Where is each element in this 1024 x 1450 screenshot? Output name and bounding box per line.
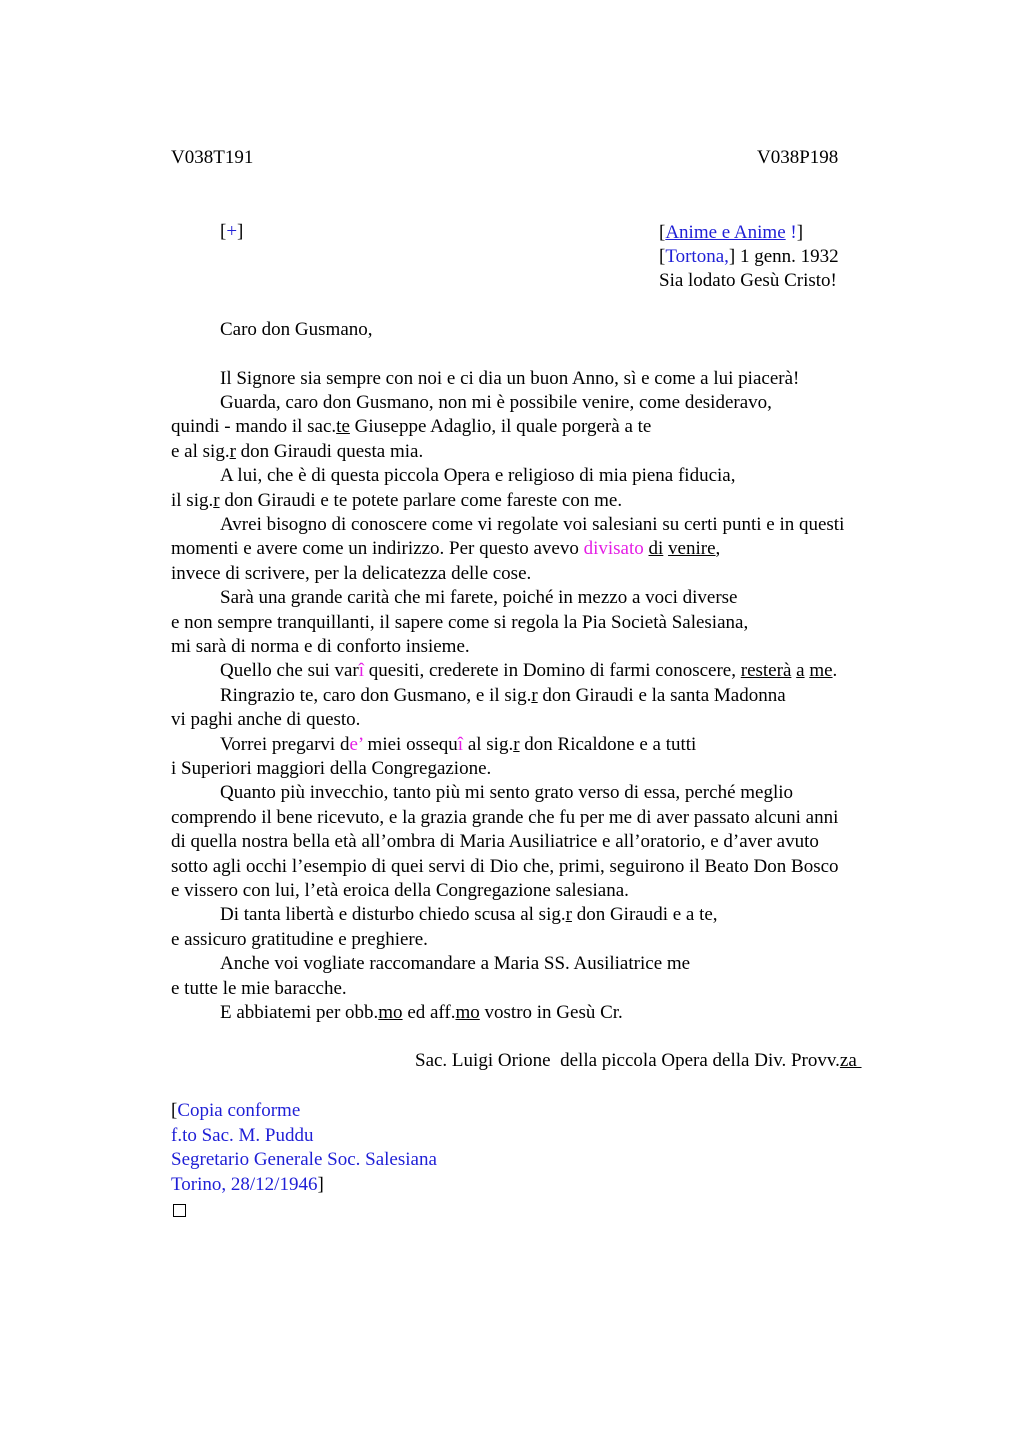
copy-note-line: Copia conforme	[177, 1100, 301, 1121]
body-line: Di tanta libertà e disturbo chiedo scusa al sig.r don Giraudi e a te,	[220, 904, 718, 925]
motto-link[interactable]: Anime e Anime	[665, 222, 786, 243]
body-line: i Superiori maggiori della Congregazione.	[171, 758, 492, 779]
letter-date: 1 genn. 1932	[735, 246, 839, 267]
body-line: e assicuro gratitudine e preghiere.	[171, 929, 428, 950]
signature: Sac. Luigi Orione della piccola Opera della Div. Provv.za	[415, 1050, 862, 1071]
copy-note-line: f.to Sac. M. Puddu	[171, 1124, 314, 1146]
salutation: Caro don Gusmano,	[220, 319, 373, 340]
cross-mark	[220, 221, 243, 243]
body-line: Avrei bisogno di conoscere come vi regolate voi salesiani su certi punti e in questi	[220, 514, 845, 535]
body-line: Guarda, caro don Gusmano, non mi è possibile venire, come desideravo,	[220, 392, 772, 413]
bracket-open: [	[220, 221, 227, 242]
body-line: Ringrazio te, caro don Gusmano, e il sig.r don Giraudi e la santa Madonna	[220, 685, 786, 706]
body-line: sotto agli occhi l’esempio di quei servi di Dio che, primi, seguirono il Beato Don Bosco	[171, 856, 839, 877]
end-box-icon	[173, 1201, 186, 1223]
body-line: Quanto più invecchio, tanto più mi sento grato verso di essa, perché meglio	[220, 782, 794, 803]
body-line: Vorrei pregarvi de’ miei ossequî al sig.r don Ricaldone e a tutti	[220, 734, 697, 755]
document-code-left: V038T191	[171, 147, 254, 168]
motto-line: [Anime e Anime !]	[659, 222, 804, 243]
body-line: mi sarà di norma e di conforto insieme.	[171, 636, 470, 657]
document-code-right: V038P198	[757, 147, 839, 168]
body-line: e al sig.r don Giraudi questa mia.	[171, 441, 424, 462]
body-line: invece di scrivere, per la delicatezza delle cose.	[171, 563, 532, 584]
cross-symbol: +	[226, 221, 238, 242]
body-line: e non sempre tranquillanti, il sapere come si regola la Pia Società Salesiana,	[171, 612, 749, 633]
bracket-close: ]	[237, 221, 244, 242]
body-line: il sig.r don Giraudi e te potete parlare come fareste con me.	[171, 490, 623, 511]
copy-note-line: Torino, 28/12/1946	[171, 1173, 318, 1195]
body-line: Anche voi vogliate raccomandare a Maria SS. Ausiliatrice me	[220, 953, 691, 974]
body-line: Il Signore sia sempre con noi e ci dia un buon Anno, sì e come a lui piacerà!	[220, 368, 800, 389]
body-line: momenti e avere come un indirizzo. Per questo avevo divisato di venire,	[171, 538, 721, 559]
body-line: comprendo il bene ricevuto, e la grazia grande che fu per me di aver passato alcuni anni	[171, 807, 839, 828]
body-line: vi paghi anche di questo.	[171, 709, 361, 730]
body-line: Quello che sui varî quesiti, crederete in Domino di farmi conoscere, resterà a me.	[220, 660, 838, 681]
body-line: E abbiatemi per obb.mo ed aff.mo vostro in Gesù Cr.	[220, 1002, 623, 1023]
copy-note: [Copia conforme f.to Sac. M. Puddu Segretario Generale Soc. Salesiana Torino, 28/12/1946]	[171, 1100, 437, 1195]
body-line: quindi - mando il sac.te Giuseppe Adaglio, il quale porgerà a te	[171, 416, 652, 437]
body-line: e vissero con lui, l’età eroica della Congregazione salesiana.	[171, 880, 629, 901]
body-line: e tutte le mie baracche.	[171, 978, 347, 999]
body-line: A lui, che è di questa piccola Opera e religioso di mia piena fiducia,	[220, 465, 736, 486]
place-date-line: [Tortona,] 1 genn. 1932	[659, 246, 839, 267]
copy-note-line: Segretario Generale Soc. Salesiana	[171, 1149, 437, 1170]
letter-heading	[659, 221, 839, 293]
body-line: di quella nostra bella età all’ombra di Maria Ausiliatrice e all’oratorio, e d’aver avuto	[171, 831, 819, 852]
greeting-line: Sia lodato Gesù Cristo!	[659, 270, 837, 291]
place-name: Tortona,	[665, 246, 729, 267]
body-line: Sarà una grande carità che mi farete, poiché in mezzo a voci diverse	[220, 587, 738, 608]
